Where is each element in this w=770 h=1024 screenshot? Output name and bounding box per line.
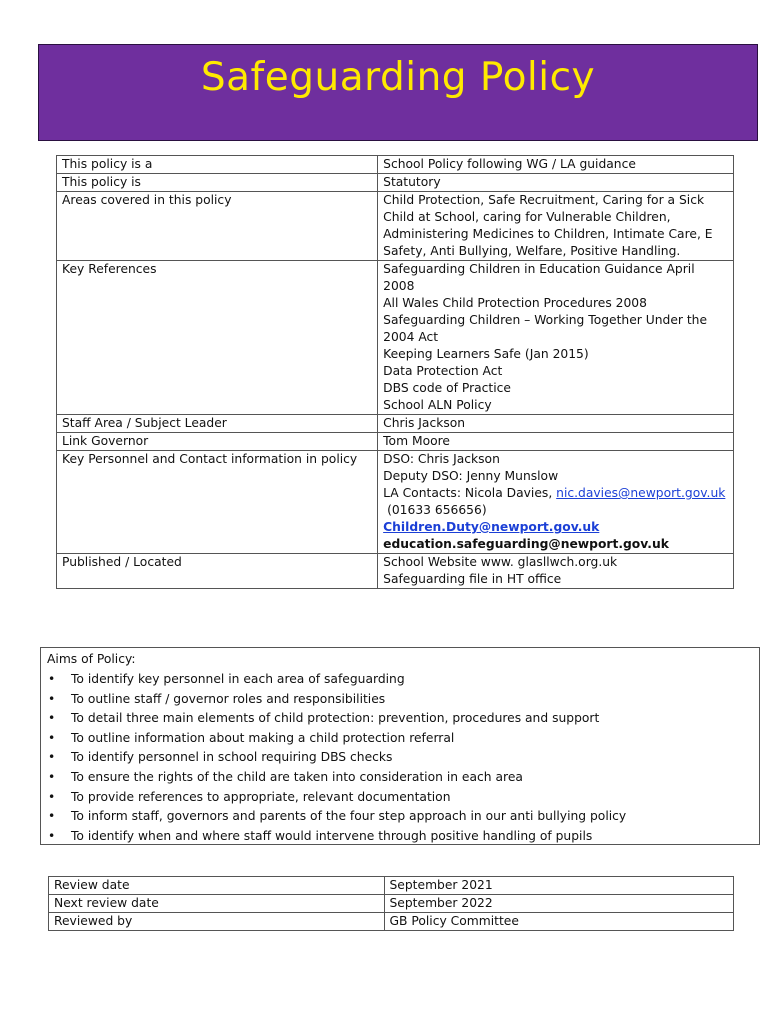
table-row <box>57 451 734 554</box>
review-label: Reviewed by <box>49 913 385 931</box>
deputy-dso-line: Deputy DSO: Jenny Munslow <box>383 469 559 483</box>
aims-title: Aims of Policy: <box>47 652 136 666</box>
aim-item: • To detail three main elements of child protection: prevention, procedures and support <box>47 709 753 729</box>
row-value <box>378 554 734 589</box>
table-row <box>57 192 734 261</box>
duty-email-line <box>383 519 728 536</box>
aim-item: • To outline information about making a child protection referral <box>47 729 753 749</box>
page-title: Safeguarding Policy <box>200 55 596 100</box>
reference-line: School ALN Policy <box>383 398 492 412</box>
duty-email-link[interactable]: Children.Duty@newport.gov.uk <box>383 520 600 534</box>
reference-line: Safeguarding Children – Working Together Under the 2004 Act <box>383 313 708 344</box>
row-label: Areas covered in this policy <box>57 192 378 261</box>
aim-item: • To identify key personnel in each area of safeguarding <box>47 670 753 690</box>
table-row <box>57 554 734 589</box>
row-value <box>378 415 734 433</box>
reference-line: Safeguarding Children in Education Guidance April 2008 <box>383 262 695 293</box>
phone-number: (01633 656656) <box>387 503 487 517</box>
row-label: Staff Area / Subject Leader <box>57 415 378 433</box>
aims-list <box>47 670 753 846</box>
table-row <box>49 895 734 913</box>
row-label: Key References <box>57 261 378 415</box>
table-row <box>57 433 734 451</box>
row-label: Link Governor <box>57 433 378 451</box>
aim-item: • To ensure the rights of the child are taken into consideration in each area <box>47 768 753 788</box>
row-label: This policy is <box>57 174 378 192</box>
row-value <box>378 192 734 261</box>
aim-item: • To provide references to appropriate, relevant documentation <box>47 788 753 808</box>
la-contacts-line <box>383 485 728 502</box>
review-label: Review date <box>49 877 385 895</box>
safeguarding-email: education.safeguarding@newport.gov.uk <box>383 537 669 551</box>
la-contacts-label: LA Contacts: Nicola Davies, <box>383 486 553 500</box>
row-value-line: Chris Jackson <box>383 416 466 430</box>
row-label: Key Personnel and Contact information in policy <box>57 451 378 554</box>
review-value: September 2022 <box>384 895 734 913</box>
review-table <box>48 876 734 931</box>
row-value <box>378 156 734 174</box>
review-value: GB Policy Committee <box>384 913 734 931</box>
aim-item: • To outline staff / governor roles and responsibilities <box>47 690 753 710</box>
row-value <box>378 174 734 192</box>
review-label: Next review date <box>49 895 385 913</box>
title-banner <box>38 44 758 141</box>
phone-line <box>383 502 728 519</box>
published-line: School Website www. glasllwch.org.uk <box>383 555 618 569</box>
row-label: Published / Located <box>57 554 378 589</box>
table-row <box>57 261 734 415</box>
review-value: September 2021 <box>384 877 734 895</box>
la-email-link[interactable]: nic.davies@newport.gov.uk <box>556 486 726 500</box>
reference-line: Data Protection Act <box>383 364 503 378</box>
row-value-line: Statutory <box>383 175 441 189</box>
table-row <box>49 877 734 895</box>
row-value <box>378 433 734 451</box>
row-value <box>378 261 734 415</box>
reference-line: DBS code of Practice <box>383 381 511 395</box>
reference-line: All Wales Child Protection Procedures 2008 <box>383 296 647 310</box>
row-value-line: Tom Moore <box>383 434 450 448</box>
table-row <box>57 156 734 174</box>
reference-line: Keeping Learners Safe (Jan 2015) <box>383 347 589 361</box>
aim-item: • To identify when and where staff would intervene through positive handling of pupils <box>47 827 753 847</box>
policy-info-table <box>56 155 734 589</box>
table-row <box>57 174 734 192</box>
row-value-line: Child Protection, Safe Recruitment, Caring for a Sick Child at School, caring for Vulnerable Children, Administering Medicines to Children, Intimate Care, E Safety, Anti Bullying, Welfare, Positive Handling. <box>383 193 713 258</box>
row-label: This policy is a <box>57 156 378 174</box>
dso-line: DSO: Chris Jackson <box>383 452 500 466</box>
table-row <box>49 913 734 931</box>
aims-box <box>40 647 760 845</box>
table-row <box>57 415 734 433</box>
published-line: Safeguarding file in HT office <box>383 572 562 586</box>
row-value-line: School Policy following WG / LA guidance <box>383 157 636 171</box>
aim-item: • To inform staff, governors and parents of the four step approach in our anti bullying policy <box>47 807 753 827</box>
aim-item: • To identify personnel in school requiring DBS checks <box>47 748 753 768</box>
row-value <box>378 451 734 554</box>
